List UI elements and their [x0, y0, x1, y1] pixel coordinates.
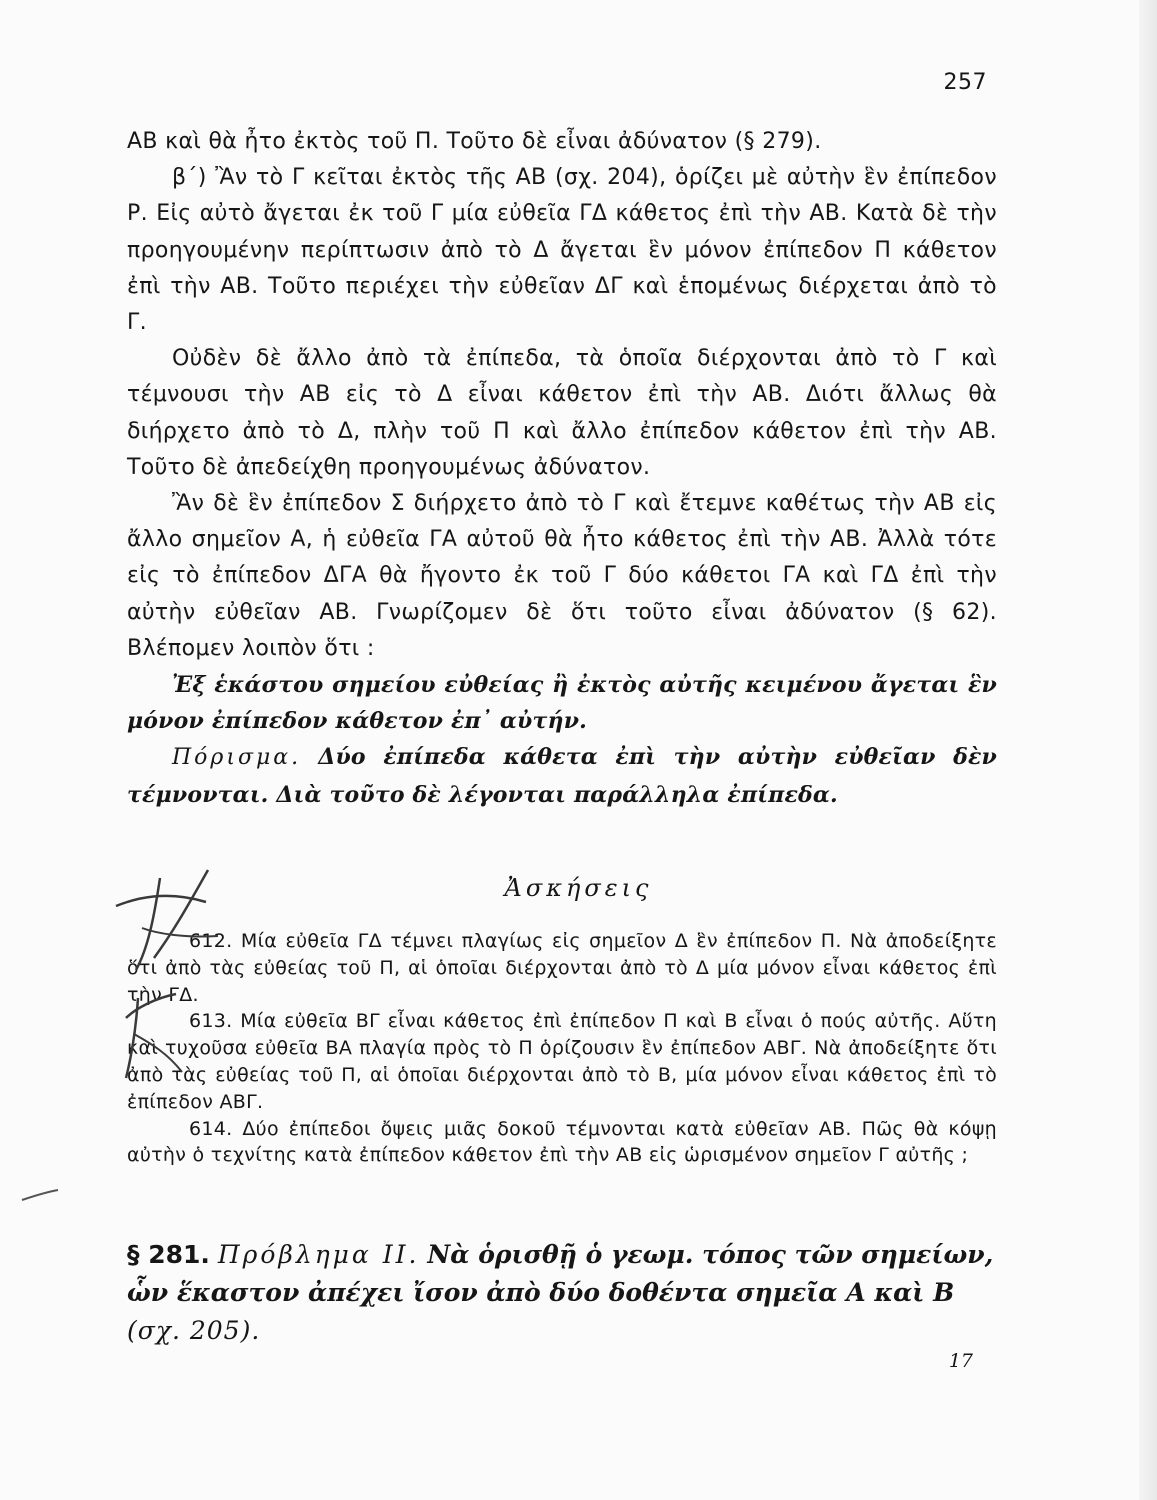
exercise-item: 613. Μία εὐθεῖα ΒΓ εἶναι κάθετος ἐπὶ ἐπίπεδον Π καὶ Β εἶναι ὁ πούς αὐτῆς. Αὕτη καὶ τυχοῦσα εὐθεῖα ΒΑ πλαγία πρὸς τὸ Π ὁρίζουσιν ἓν ἐπίπεδον ΑΒΓ. Νὰ ἀποδείξητε ὅτι ἀπὸ τὰς εὐθείας τοῦ Π, αἱ ὁποῖαι διέρχονται ἀπὸ τὸ Β, μία μόνον εἶναι κάθετος ἐπὶ τὸ ἐπίπεδον ΑΒΓ.	[127, 1010, 997, 1113]
paragraph-3: Οὐδὲν δὲ ἄλλο ἀπὸ τὰ ἐπίπεδα, τὰ ὁποῖα διέρχονται ἀπὸ τὸ Γ καὶ τέμνουσι τὴν AB εἰς τὸ Δ εἶναι κάθετον ἐπὶ τὴν AB. Διότι ἄλλως θὰ διήρχετο ἀπὸ τὸ Δ, πλὴν τοῦ Π καὶ ἄλλο ἐπίπεδον κάθετον ἐπὶ τὴν AB. Τοῦτο δὲ ἀπεδείχθη προηγουμένως ἀδύνατον.	[127, 346, 997, 480]
theorem-statement: Ἐξ ἑκάστου σημείου εὐθείας ἢ ἐκτὸς αὐτῆς κειμένου ἄγεται ἓν μόνον ἐπίπεδον κάθετον ἐπ᾽ αὐτήν.	[127, 672, 997, 735]
exercise-item: 612. Μία εὐθεῖα ΓΔ τέμνει πλαγίως εἰς σημεῖον Δ ἓν ἐπίπεδον Π. Νὰ ἀποδείξητε ὅτι ἀπὸ τὰς εὐθείας τοῦ Π, αἱ ὁποῖαι διέρχονται ἀπὸ τὸ Δ μία μόνον εἶναι κάθετος ἐπὶ τὴν ΓΔ.	[127, 930, 997, 1006]
main-text	[127, 124, 997, 814]
pen-stroke	[126, 998, 138, 1078]
problem-text: Νὰ ὁρισθῇ ὁ γεωμ. τόπος τῶν σημείων, ὧν ἕκαστον ἀπέχει ἴσον ἀπὸ δύο δοθέντα σημεῖα Α καὶ Β	[127, 1240, 994, 1307]
paragraph-2: β΄) Ἂν τὸ Γ κεῖται ἐκτὸς τῆς AB (σχ. 204), ὁρίζει μὲ αὐτὴν ἓν ἐπίπεδον Ρ. Εἰς αὐτὸ ἄγεται ἐκ τοῦ Γ μία εὐθεῖα ΓΔ κάθετος ἐπὶ τὴν AB. Κατὰ δὲ τὴν προηγουμένην περίπτωσιν ἀπὸ τὸ Δ ἄγεται ἓν μόνον ἐπίπεδον Π κάθετον ἐπὶ τὴν AB. Τοῦτο περιέχει τὴν εὐθεῖαν ΔΓ καὶ ἑπομένως διέρχεται ἀπὸ τὸ Γ.	[127, 165, 997, 336]
page-number: 257	[943, 70, 987, 95]
problem-statement	[127, 1236, 997, 1350]
pen-stroke	[154, 870, 208, 958]
corollary-label: Πόρισμα.	[172, 745, 302, 771]
page-edge-shadow	[1139, 0, 1157, 1500]
margin-mark	[20, 1186, 60, 1204]
signature-number: 17	[948, 1350, 973, 1372]
exercises-list	[127, 928, 997, 1169]
pen-stroke	[126, 994, 176, 1018]
paragraph-4: Ἂν δὲ ἓν ἐπίπεδον Σ διήρχετο ἀπὸ τὸ Γ καὶ ἔτεμνε καθέτως τὴν AB εἰς ἄλλο σημεῖον Α, ἡ εὐθεῖα ΓΑ αὐτοῦ θὰ ἦτο κάθετος ἐπὶ τὴν AB. Ἀλλὰ τότε εἰς τὸ ἐπίπεδον ΔΓΑ θὰ ἤγοντο ἐκ τοῦ Γ δύο κάθετοι ΓΑ καὶ ΓΔ ἐπὶ τὴν αὐτὴν εὐθεῖαν AB. Γνωρίζομεν δὲ ὅτι τοῦτο εἶναι ἀδύνατον (§ 62). Βλέπομεν λοιπὸν ὅτι :	[127, 491, 997, 661]
pen-stroke	[142, 928, 218, 937]
section-number: § 281.	[127, 1240, 210, 1269]
figure-reference: (σχ. 205).	[127, 1316, 261, 1345]
problem-title: Πρόβλημα II.	[217, 1240, 420, 1269]
paragraph-1: AB καὶ θὰ ἦτο ἐκτὸς τοῦ Π. Τοῦτο δὲ εἶναι ἀδύνατον (§ 279).	[127, 129, 822, 154]
exercise-item: 614. Δύο ἐπίπεδοι ὄψεις μιᾶς δοκοῦ τέμνονται κατὰ εὐθεῖαν AB. Πῶς θὰ κόψῃ αὐτὴν ὁ τεχνίτης κατὰ ἐπίπεδον κάθετον ἐπὶ τὴν AB εἰς ὡρισμένον σημεῖον Γ αὐτῆς ;	[127, 1117, 997, 1167]
pen-mark-scribble	[96, 858, 246, 1098]
corollary-text: Δύο ἐπίπεδα κάθετα ἐπὶ τὴν αὐτὴν εὐθεῖαν δὲν τέμνονται. Διὰ τοῦτο δὲ λέγονται παράλληλα ἐπίπεδα.	[127, 744, 998, 808]
pen-stroke	[134, 1034, 182, 1072]
exercises-heading: Ἀσκήσεις	[504, 874, 653, 902]
corollary	[127, 739, 997, 813]
